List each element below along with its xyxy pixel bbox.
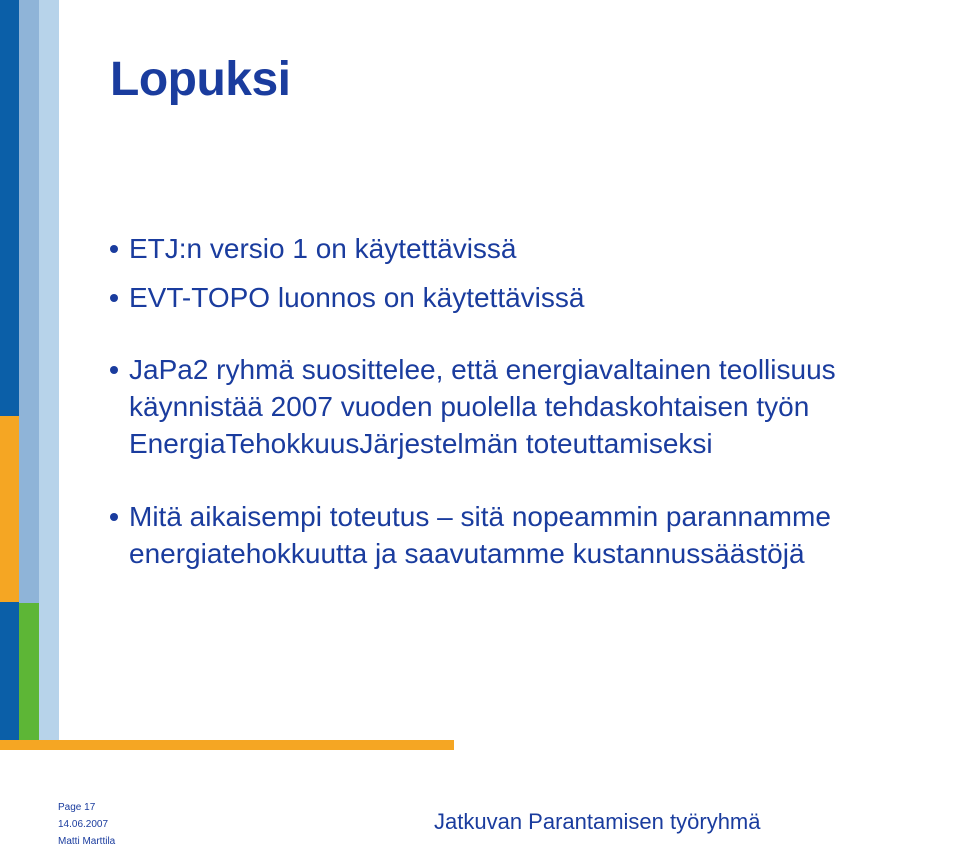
- left-stripe-green: [19, 603, 39, 740]
- bullet-line: Mitä aikaisempi toteutus – sitä nopeammin parannamme: [129, 501, 831, 532]
- left-stripe-orange: [0, 416, 19, 602]
- bullet-item: [108, 279, 958, 316]
- left-stripe-blue: [0, 0, 19, 416]
- bullet-line: käynnistää 2007 vuoden puolella tehdaskohtaisen työn: [129, 391, 810, 422]
- footer-info: [58, 799, 115, 850]
- left-stripe-blue-lower: [0, 602, 19, 740]
- bullet-line: EVT-TOPO luonnos on käytettävissä: [129, 282, 585, 313]
- left-stripe-mid-blue: [19, 0, 39, 603]
- footer-date: 14.06.2007: [58, 819, 109, 830]
- bullet-item: [108, 351, 958, 462]
- page-number: Page 17: [58, 802, 96, 813]
- bullet-list: [108, 230, 958, 572]
- bullet-line: ETJ:n versio 1 on käytettävissä: [129, 233, 517, 264]
- slide-title: Lopuksi: [110, 53, 291, 106]
- bullet-item: [108, 498, 958, 572]
- bullet-line: EnergiaTehokkuusJärjestelmän toteuttamiseksi: [129, 428, 713, 459]
- bottom-orange-bar: [0, 740, 454, 750]
- footer-author: Matti Marttila: [58, 836, 116, 847]
- bullet-item: [108, 230, 958, 267]
- footer-group-name: Jatkuvan Parantamisen työryhmä: [434, 809, 761, 834]
- bullet-line: JaPa2 ryhmä suosittelee, että energiavaltainen teollisuus: [129, 354, 836, 385]
- left-stripe-light-blue: [39, 0, 59, 740]
- bullet-line: energiatehokkuutta ja saavutamme kustannussäästöjä: [129, 538, 805, 569]
